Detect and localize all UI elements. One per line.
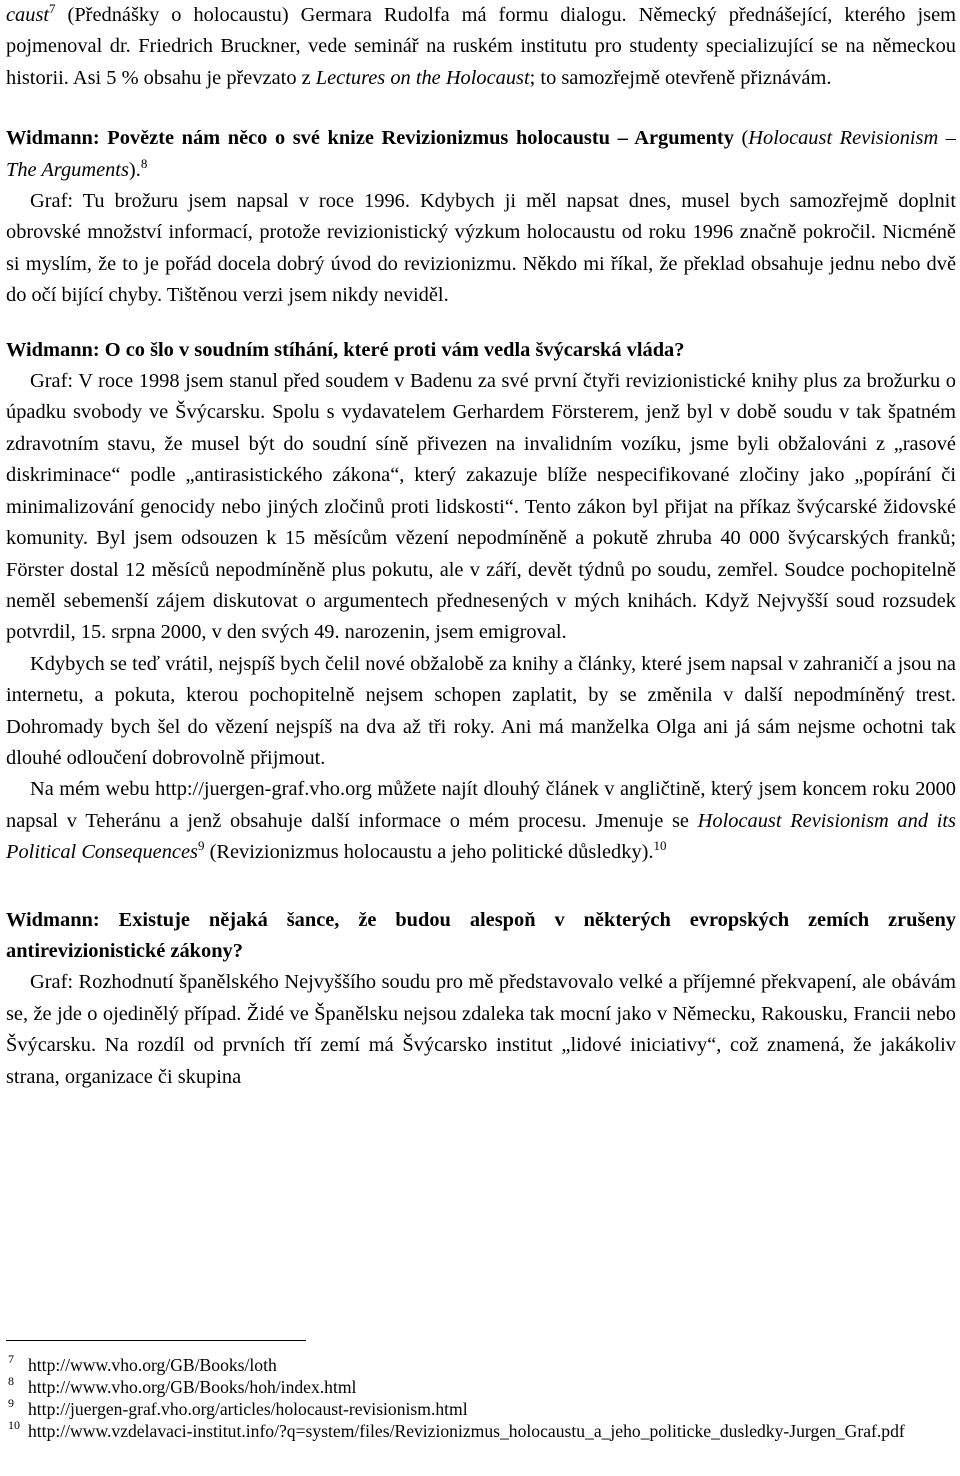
text-span: ). <box>128 158 141 181</box>
footnote-ref-8: 8 <box>140 155 148 171</box>
book-title-arguments: Holocaust Revisionism – The Arguments <box>6 127 956 181</box>
paragraph-intro <box>6 0 956 94</box>
footnote-link[interactable]: http://www.vho.org/GB/Books/hoh/index.html <box>28 1377 357 1397</box>
text-span: Na mém webu http://juergen-graf.vho.org můžete najít dlouhý článek v angličtině, který jsem koncem roku 2000 napsal v Teheránu a jenž obsahuje další informace o mém procesu. Jmenuje se <box>6 778 956 832</box>
question-2: Widmann: O co šlo v soudním stíhání, které proti vám vedla švýcarská vláda? <box>6 338 685 361</box>
answer-3: Kdybych se teď vrátil, nejspíš bych čelil nové obžalobě za knihy a články, které jsem napsal v zahraničí a jsou na internetu, a pokuta, kterou pochopitelně nejsem schopen zaplatit, by se změnila v další nepodmíněný trest. Dohromady bych šel do vězení nejspíš na dva až tři roky. Ani má manželka Olga ani já sám nejsme ochotni tak dlouhé odloučení dobrovolně přijmout. <box>6 652 956 769</box>
footnote-link[interactable]: http://juergen-graf.vho.org/articles/holocaust-revisionism.html <box>28 1399 468 1419</box>
footnote-7 <box>6 1354 946 1376</box>
footnote-number: 7 <box>8 1352 14 1366</box>
answer-1: Graf: Tu brožuru jsem napsal v roce 1996. Kdybych ji měl napsat dnes, musel bych samozřejmě doplnit obrovské množství informací, protože revizionistický výzkum holocaustu od roku 1996 značně pokročil. Nicméně si myslím, že to je pořád docela dobrý úvod do revizionizmu. Někdo mi říkal, že překlad obsahuje jednu nebo dvě do očí bijící chyby. Tištěnou verzi jsem nikdy neviděl. <box>6 190 956 307</box>
answer-2: Graf: V roce 1998 jsem stanul před soudem v Badenu za své první čtyři revizionistické knihy plus za brožurku o úpadku svobody ve Švýcarsku. Spolu s vydavatelem Gerhardem Försterem, jenž byl v době soudu v tak špatném zdravotním stavu, že musel být do soudní síně přivezen na invalidním vozíku, jsme byli obžalováni z „rasové diskriminace“ podle „antirasistického zákona“, který zakazuje blíže nespecifikované zločiny jako „popírání či minimalizování genocidy nebo jiných zločinů proti lidskosti“. Tento zákon byl přijat na příkaz švýcarské židovské komunity. Byl jsem odsouzen k 15 měsícům vězení nepodmíněně a pokutě zhruba 40 000 švýcarských franků; Förster dostal 12 měsíců nepodmíněně plus pokutu, ale v září, devět týdnů po soudu, zemřel. Soudce pochopitelně neměl sebemenší zájem diskutovat o argumentech přednesených v mých knihách. Když Nejvyšší soud rozsudek potvrdil, 15. srpna 2000, v den svých 49. narozenin, jsem emigroval. <box>6 370 956 644</box>
question-3: Widmann: Existuje nějaká šance, že budou alespoň v některých evropských zemích zrušeny antirevizionistické zákony? <box>6 908 956 962</box>
footnote-ref-10: 10 <box>653 838 667 854</box>
footnote-ref-7: 7 <box>49 1 56 17</box>
document-page <box>6 0 956 1093</box>
book-title-lectures: Lectures on the Holocaust <box>315 66 530 89</box>
text-span: (Přednášky o holocaustu) Germara Rudolfa má formu dialogu. Německý přednášející, kterého jsem pojmenoval dr. Friedrich Bruckner, vede seminář na ruském institutu pro studenty specializující se na německou historii. Asi 5 % obsahu je převzato z <box>6 4 956 89</box>
footnote-number: 8 <box>8 1374 14 1388</box>
italic-text: caust <box>6 4 50 26</box>
footnote-8 <box>6 1376 946 1398</box>
footnotes <box>6 1354 946 1442</box>
footnote-number: 9 <box>8 1396 14 1410</box>
footnote-link[interactable]: http://www.vho.org/GB/Books/loth <box>28 1355 277 1375</box>
footnote-divider <box>6 1340 306 1341</box>
book-title-consequences: Holocaust Revisionism and its Political Consequences <box>6 809 956 864</box>
footnote-9 <box>6 1398 946 1420</box>
question-text: Widmann: Povězte nám něco o své knize Revizionizmus holocaustu – Argumenty <box>6 127 734 150</box>
text-span: ( <box>733 127 749 150</box>
footnote-ref-9: 9 <box>197 838 205 854</box>
text-span: ; to samozřejmě otevřeně přiznávám. <box>529 66 832 89</box>
footnote-number: 10 <box>8 1418 20 1432</box>
question-1 <box>6 123 956 186</box>
text-span: (Revizionizmus holocaustu a jeho politické důsledky). <box>204 841 654 864</box>
footnote-10 <box>6 1420 946 1442</box>
footnote-link[interactable]: http://www.vzdelavaci-institut.info/?q=system/files/Revizionizmus_holocaustu_a_jeho_politicke_dusledky-Jurgen_Graf.pdf <box>28 1421 905 1441</box>
answer-4 <box>6 774 956 868</box>
answer-5: Graf: Rozhodnutí španělského Nejvyššího soudu pro mě představovalo velké a příjemné překvapení, ale obávám se, že jde o ojedinělý případ. Židé ve Španělsku nejsou zdaleka tak mocní jako v Německu, Rakousku, Francii nebo Švýcarsku. Na rozdíl od prvních tří zemí má Švýcarsko institut „lidové iniciativy“, což znamená, že jakákoliv strana, organizace či skupina <box>6 971 956 1088</box>
